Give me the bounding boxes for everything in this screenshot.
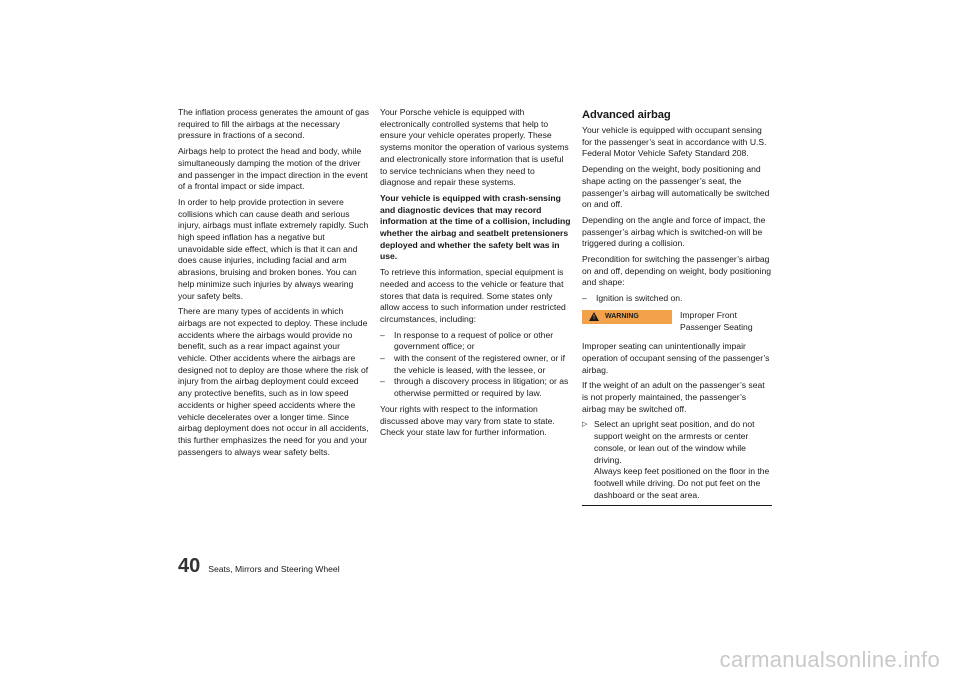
paragraph: Improper seating can unintentionally impair operation of occupant sensing of the passenger’s airbag. — [582, 341, 770, 375]
paragraph: The inflation process generates the amount of gas required to fill the airbags at the necessary pressure in fractions of a second. — [178, 107, 370, 141]
section-divider — [582, 505, 772, 506]
step-arrow-icon: ▷ — [582, 421, 588, 429]
text-column-1 — [178, 107, 370, 462]
paragraph: Depending on the angle and force of impact, the passenger’s airbag which is switched-on will be triggered during a collision. — [582, 214, 766, 249]
bold-notice: Your vehicle is equipped with crash-sensing and diagnostic devices that may record information at the time of a collision, including whether the airbag and seatbelt pretensioners deployed and whether the safety belt was in use. — [380, 192, 571, 262]
circumstances-list — [380, 330, 572, 400]
warning-label: WARNING — [605, 312, 639, 320]
paragraph: Your Porsche vehicle is equipped with electronically controlled systems that help to ensure your vehicle operates properly. These systems monitor the operation of various systems and electronically store information that is useful to service technicians when they need to diagnose and repair these systems. — [380, 107, 569, 188]
paragraph: In order to help provide protection in severe collisions which can cause death and serious injury, airbags must inflate extremely rapidly. Such high speed inflation has a negative but unavoidable side effect, which is that it can and does cause injuries, including facial and arm abrasions, bruising and broken bones. You can help minimize such injuries by always wearing your safety belts. — [178, 196, 369, 301]
paragraph: Your vehicle is equipped with occupant sensing for the passenger’s seat in accordance with U.S. Federal Motor Vehicle Safety Standard 208. — [582, 125, 767, 159]
paragraph: There are many types of accidents in which airbags are not expected to deploy. These include accidents where the airbags would provide no benefit, such as a rear impact against your vehicle. Other accidents where the airbags are designed not to deploy are those where the risk of injury from the airbag deployment could exceed any protective benefits, such as in low speed accidents or higher speed accidents where the vehicle decelerates over a longer time. Since airbag deployment does not occur in all accidents, this further emphasizes the need for you and your passengers to always wear safety belts. — [178, 306, 369, 457]
page-number: 40 — [178, 555, 201, 577]
paragraph: Depending on the weight, body positioning and shape acting on the passenger’s seat, the passenger’s airbag will automatically be switched on and off. — [582, 164, 770, 210]
watermark: carmanualsonline.info — [719, 647, 940, 672]
list-item: – with the consent of the registered owner, or if the vehicle is leased, with the lessee, or — [380, 353, 572, 376]
warning-box — [582, 310, 772, 333]
precondition-list — [582, 293, 772, 305]
text-column-3 — [582, 107, 772, 506]
page-footer — [178, 555, 340, 578]
step-text: Select an upright seat position, and do not support weight on the armrests or center console, or lean out of the window while driving. — [594, 419, 755, 465]
warning-title: Improper Front Passenger Seating — [680, 309, 753, 332]
step-text: Always keep feet positioned on the floor in the footwell while driving. Do not put feet on the dashboard or the seat area. — [594, 466, 770, 500]
section-title: Seats, Mirrors and Steering Wheel — [208, 564, 340, 574]
list-item: – Ignition is switched on. — [582, 293, 772, 305]
paragraph: To retrieve this information, special equipment is needed and access to the vehicle or feature that stores that data is required. Some states only allow access to such information under restricted circumstances, including: — [380, 267, 566, 324]
paragraph: Your rights with respect to the information discussed above may vary from state to state. Check your state law for further information. — [380, 403, 555, 438]
paragraph: Airbags help to protect the head and body, while simultaneously damping the motion of the driver and passenger in the impact direction in the event of a frontal impact or side impact. — [178, 146, 368, 192]
paragraph: If the weight of an adult on the passenger’s seat is not properly maintained, the passenger’s airbag may be switched off. — [582, 380, 765, 414]
list-item: – In response to a request of police or other government office; or — [380, 330, 572, 353]
instruction-step — [582, 419, 772, 501]
warning-triangle-icon — [589, 312, 599, 321]
section-heading: Advanced airbag — [582, 109, 671, 121]
warning-badge — [582, 310, 672, 324]
paragraph: Precondition for switching the passenger’s airbag on and off, depending on weight, body positioning and shape: — [582, 254, 772, 288]
list-item: – through a discovery process in litigation; or as otherwise permitted or required by law. — [380, 376, 572, 399]
text-column-2 — [380, 107, 572, 443]
